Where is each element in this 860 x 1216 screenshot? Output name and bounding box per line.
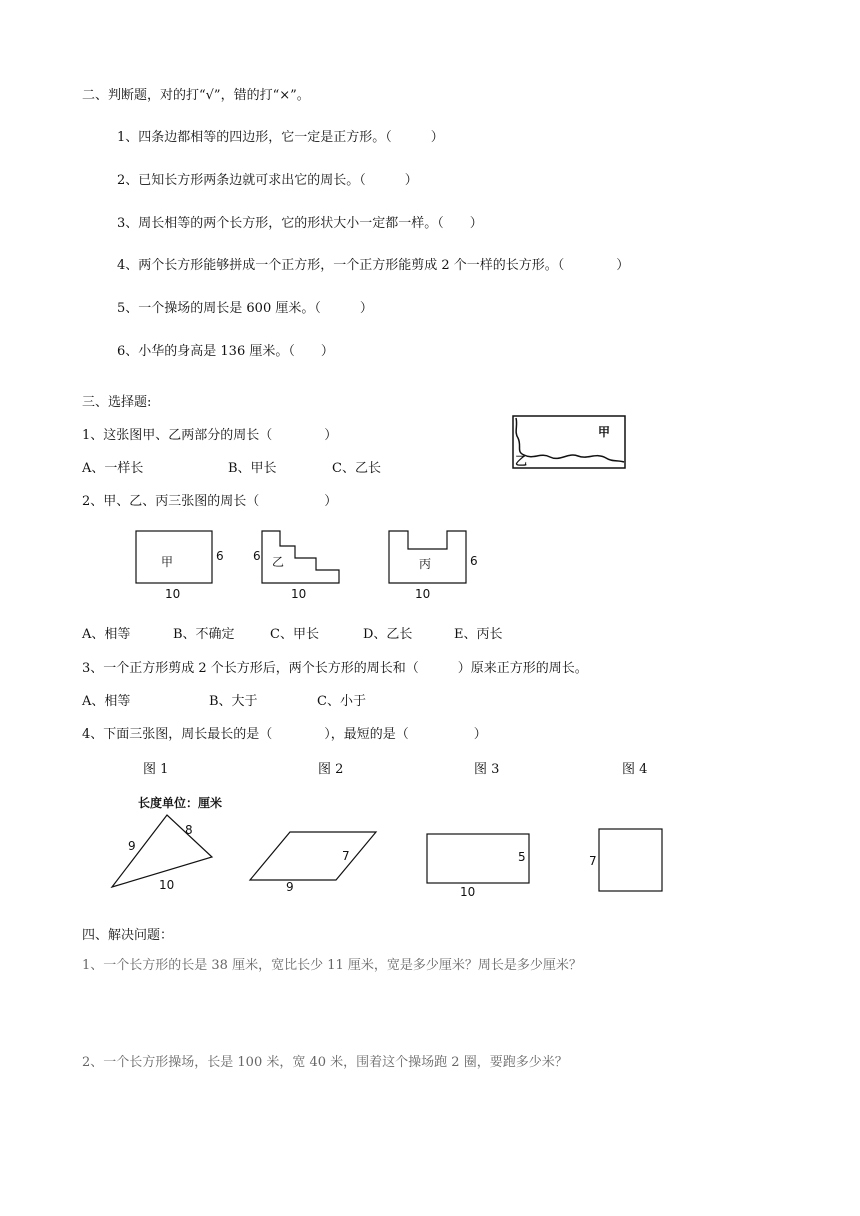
problem-1: 1、一个长方形的长是 38 厘米，宽比长少 11 厘米，宽是多少厘米？周长是多少厘米？: [82, 958, 582, 973]
q4-triangle: [112, 815, 212, 887]
section2-heading: 二、判断题，对的打“√”，错的打“×”。: [82, 88, 310, 103]
judge-item-5: 5、一个操场的周长是 600 厘米。（ ）: [117, 301, 373, 316]
q4-para-side: 7: [342, 849, 350, 863]
q4-para-base: 9: [286, 880, 294, 894]
q2-option-b: B、不确定: [173, 627, 235, 642]
q3-option-b: B、大于: [209, 694, 258, 709]
q2-fig-jia: [136, 531, 212, 583]
q4-fig1-title: 图 1: [143, 762, 169, 777]
q4-fig3-title: 图 3: [474, 762, 500, 777]
q2-label-yi: 乙: [272, 555, 285, 569]
judge-item-4: 4、两个长方形能够拼成一个正方形，一个正方形能剪成 2 个一样的长方形。（ ）: [117, 258, 630, 273]
judge-item-2: 2、已知长方形两条边就可求出它的周长。（ ）: [117, 173, 418, 188]
q1-label-yi: 乙: [515, 454, 528, 468]
judge-item-1: 1、四条边都相等的四边形，它一定是正方形。（ ）: [117, 130, 444, 145]
q2-label-bing: 丙: [419, 557, 432, 571]
section4-heading: 四、解决问题：: [82, 928, 174, 943]
q2-option-e: E、丙长: [454, 627, 503, 642]
judge-item-3: 3、周长相等的两个长方形，它的形状大小一定都一样。（ ）: [117, 216, 483, 231]
q4-rect-length: 10: [460, 885, 476, 899]
q1-figure-border: [513, 416, 625, 468]
problem-2: 2、一个长方形操场，长是 100 米，宽 40 米，围着这个操场跑 2 圈，要跑多少米？: [82, 1055, 568, 1070]
q4-fig4-title: 图 4: [622, 762, 648, 777]
q4-rect-width: 5: [518, 850, 526, 864]
q2-option-a: A、相等: [82, 627, 131, 642]
q2-option-c: C、甲长: [270, 627, 319, 642]
q2-bing-width: 10: [415, 587, 431, 601]
q4-fig2-title: 图 2: [318, 762, 344, 777]
q1-option-c: C、乙长: [332, 461, 381, 476]
q4-parallelogram: [250, 832, 376, 880]
q3-option-c: C、小于: [317, 694, 366, 709]
q3-option-a: A、相等: [82, 694, 131, 709]
q3-text: 3、一个正方形剪成 2 个长方形后，两个长方形的周长和（ ）原来正方形的周长。: [82, 661, 588, 676]
q4-square: [599, 829, 662, 891]
q4-rectangle: [427, 834, 529, 883]
q2-option-d: D、乙长: [363, 627, 413, 642]
q2-yi-width: 10: [291, 587, 307, 601]
q1-option-b: B、甲长: [228, 461, 277, 476]
q1-text: 1、这张图甲、乙两部分的周长（ ）: [82, 428, 338, 443]
q4-tri-side-b: 8: [185, 823, 193, 837]
q2-jia-width: 10: [165, 587, 181, 601]
q4-square-side: 7: [589, 854, 597, 868]
q4-tri-side-a: 9: [128, 839, 136, 853]
q2-text: 2、甲、乙、丙三张图的周长（ ）: [82, 494, 338, 509]
q1-figure: [513, 416, 625, 468]
q1-option-a: A、一样长: [82, 461, 144, 476]
q2-jia-height: 6: [216, 549, 224, 563]
judge-item-6: 6、小华的身高是 136 厘米。（ ）: [117, 344, 334, 359]
q2-bing-height: 6: [470, 554, 478, 568]
q4-unit-note: 长度单位：厘米: [138, 796, 223, 810]
q2-label-jia: 甲: [161, 555, 174, 569]
q2-yi-height: 6: [253, 549, 261, 563]
q4-text: 4、下面三张图，周长最长的是（ ），最短的是（ ）: [82, 727, 487, 742]
q1-label-jia: 甲: [598, 425, 611, 439]
section3-heading: 三、选择题:: [82, 395, 152, 410]
q4-tri-side-c: 10: [159, 878, 175, 892]
